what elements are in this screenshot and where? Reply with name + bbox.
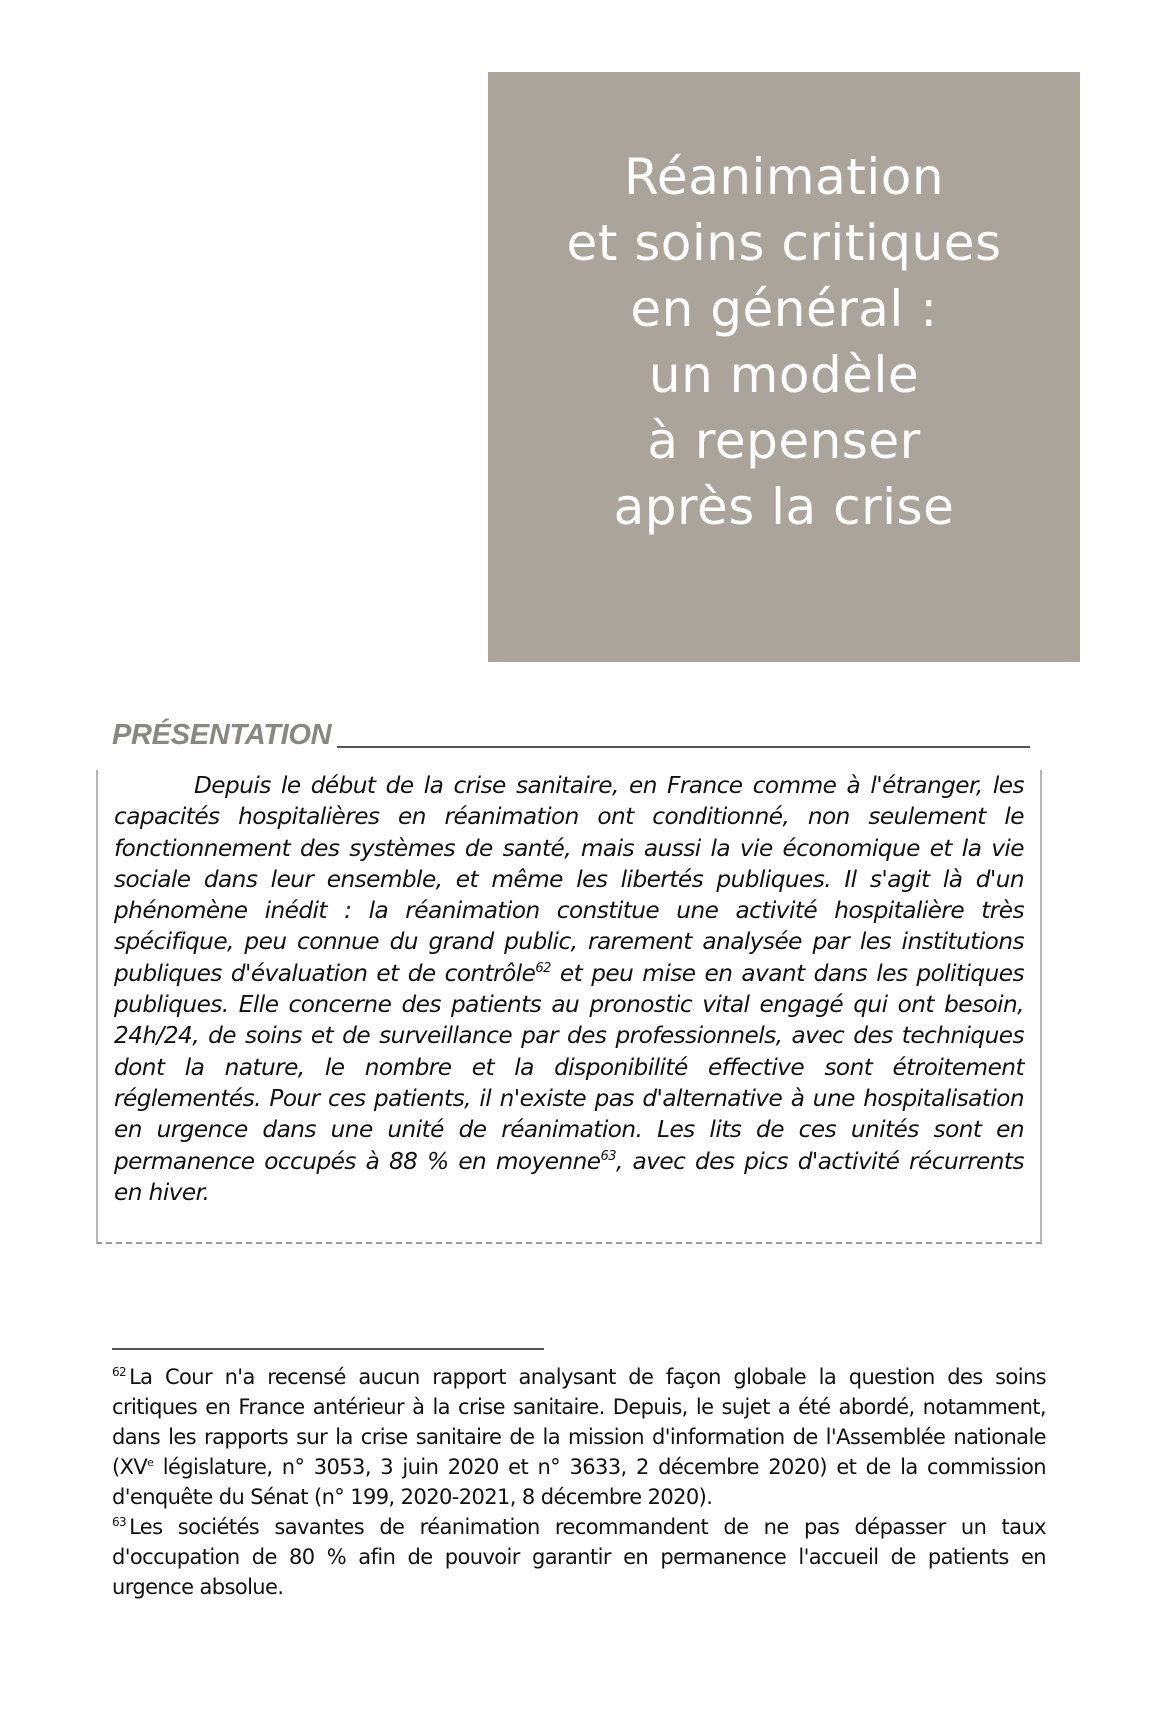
footnote-number: 62 [112,1365,127,1379]
presentation-paragraph [114,770,1024,1208]
footnote-number: 63 [112,1515,127,1529]
footnote-ref-62[interactable]: 62 [535,960,551,976]
chapter-title-line: en général : [630,280,938,339]
chapter-title-line: un modèle [648,346,920,405]
footnote-62 [112,1362,1046,1512]
header-divider [337,745,1030,748]
footnote-ref-63[interactable]: 63 [600,1148,616,1164]
chapter-title-line: Réanimation [623,148,945,207]
chapter-title-block [488,72,1080,662]
presentation-header [112,718,1030,752]
chapter-title-line: à repenser [647,412,921,471]
footnote-separator [112,1348,544,1350]
footnotes [112,1362,1046,1602]
presentation-text-part1: Depuis le début de la crise sanitaire, en France comme à l'étranger, les capacités hospitalières en réanimation ont conditionné, non seulement le fonctionnement des systèmes de santé, mais aussi la vie économique et la vie sociale dans leur ensemble, et même les libertés publiques. Il s'agit là d'un phénomène inédit : la réanimation constitue une activité hospitalière très spécifique, peu connue du grand public, rarement analysée par les institutions publiques d'évaluation et de contrôle [114,772,1024,987]
presentation-text-part3: , avec des pics d'activité récurrents en hiver. [114,1147,1024,1206]
presentation-text-part2: et peu mise en avant dans les politiques publiques. Elle concerne des patients au pronostic vital engagé qui ont besoin, 24h/24, de soins et de surveillance par des professionnels, avec des techniques dont la nature, le nombre et la disponibilité effective sont étroitement réglementés. Pour ces patients, il n'existe pas d'alternative à une hospitalisation en urgence dans une unité de réanimation. Les lits de ces unités sont en permanence occupés à 88 % en moyenne [114,959,1024,1175]
footnote-text-part2: législature, n° 3053, 3 juin 2020 et n° 3633, 2 décembre 2020) et de la commission d'enquête du Sénat (n° 199, 2020-2021, 8 décembre 2020). [112,1455,1046,1509]
footnote-text-part1: La Cour n'a recensé aucun rapport analysant de façon globale la question des soins critiques en France antérieur à la crise sanitaire. Depuis, le sujet a été abordé, notamment, dans les rapports sur la crise sanitaire de la mission d'information de l'Assemblée nationale (XV [112,1365,1046,1479]
chapter-title-line: et soins critiques [566,214,1002,273]
chapter-title [566,144,1001,540]
footnote-63 [112,1512,1046,1602]
presentation-label: PRÉSENTATION [112,719,332,751]
superscript: e [147,1456,154,1469]
chapter-title-line: après la crise [613,478,955,537]
presentation-box [96,770,1042,1244]
footnote-text: Les sociétés savantes de réanimation recommandent de ne pas dépasser un taux d'occupation de 80 % afin de pouvoir garantir en permanence l'accueil de patients en urgence absolue. [112,1515,1046,1599]
